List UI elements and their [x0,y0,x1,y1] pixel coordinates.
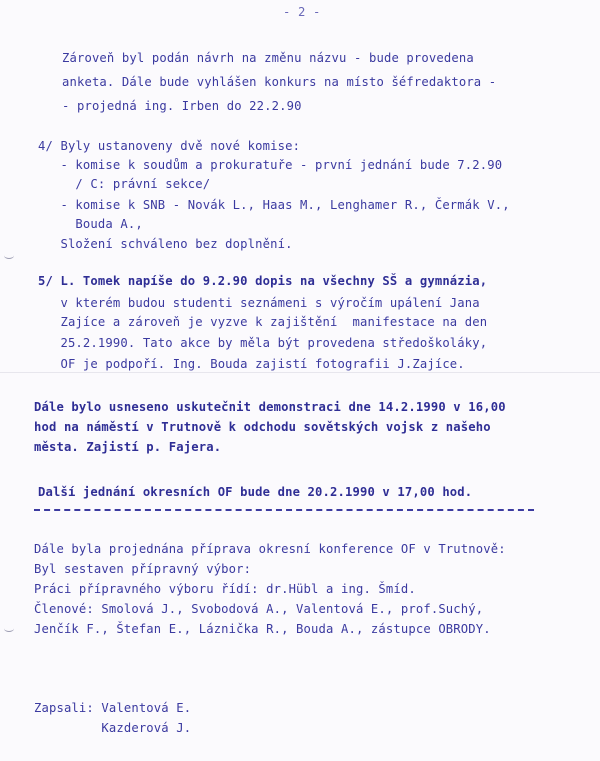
text-line: Členové: Smolová J., Svobodová A., Valentová E., prof.Suchý, [34,602,484,616]
text-line: - komise k soudům a prokuratuře - první jednání bude 7.2.90 [38,158,503,172]
text-line: 5/ L. Tomek napíše do 9.2.90 dopis na všechny SŠ a gymnázia, [38,274,488,288]
text-line: - projedná ing. Irben do 22.2.90 [62,99,302,113]
text-line: Dále byla projednána příprava okresní konference OF v Trutnově: [34,542,506,556]
page-number: - 2 - [283,5,321,19]
text-line: OF je podpoří. Ing. Bouda zajistí fotografii J.Zajíce. [38,357,465,371]
text-line: Bouda A., [38,217,143,231]
punch-hole-mark [4,625,14,632]
text-line: 25.2.1990. Tato akce by měla být provedena středoškoláky, [38,336,488,350]
text-line: 4/ Byly ustanoveny dvě nové komise: [38,139,301,153]
text-line: Dále bylo usneseno uskutečnit demonstraci dne 14.2.1990 v 16,00 [34,400,506,414]
text-line: v kterém budou studenti seznámeni s výročím upálení Jana [38,296,480,310]
text-line: Kazderová J. [34,721,192,735]
text-line: - komise k SNB - Novák L., Haas M., Lenghamer R., Čermák V., [38,198,510,212]
text-line: Další jednání okresních OF bude dne 20.2.1990 v 17,00 hod. [38,485,473,499]
text-line: Jenčík F., Štefan E., Láznička R., Bouda A., zástupce OBRODY. [34,622,491,636]
text-line: Zároveň byl podán návrh na změnu názvu - bude provedena [62,51,474,65]
text-line: Práci přípravného výboru řídí: dr.Hübl a ing. Šmíd. [34,582,416,596]
text-line: Zajíce a zároveň je vyzve k zajištění manifestace na den [38,315,488,329]
text-line: anketa. Dále bude vyhlášen konkurs na místo šéfredaktora - [62,75,497,89]
dashed-divider [34,509,534,511]
paper-fold-line [0,372,600,373]
text-line: Byl sestaven přípravný výbor: [34,562,252,576]
text-line: / C: právní sekce/ [38,177,211,191]
text-line: hod na náměstí v Trutnově k odchodu sovětských vojsk z našeho [34,420,491,434]
punch-hole-mark [4,252,14,259]
text-line: Zapsali: Valentová E. [34,701,192,715]
text-line: města. Zajistí p. Fajera. [34,440,222,454]
text-line: Složení schváleno bez doplnění. [38,237,293,251]
